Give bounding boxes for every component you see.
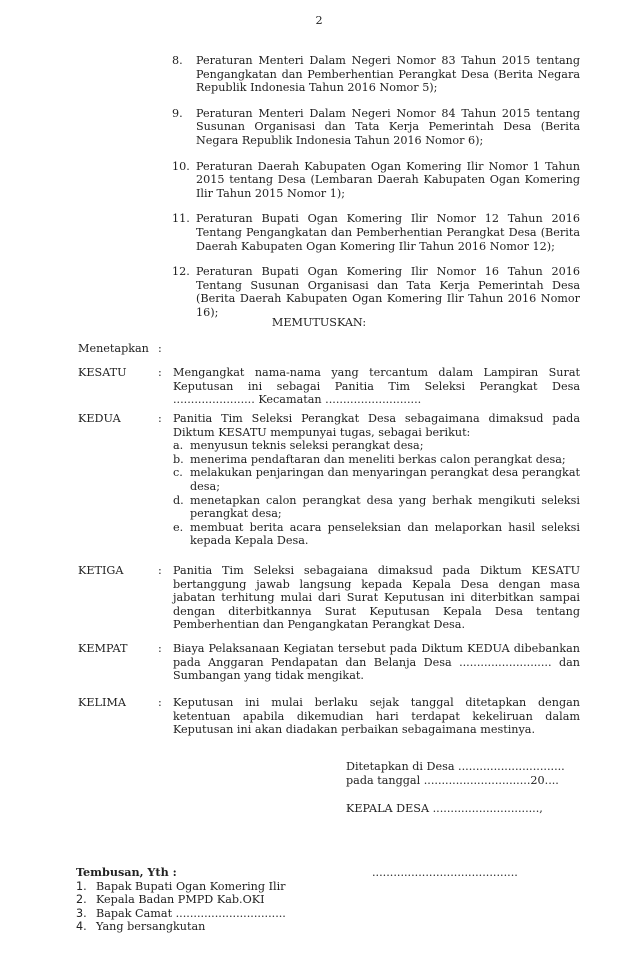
dictum-keempat [78, 642, 580, 683]
task-list [173, 439, 580, 548]
item-text: Peraturan Menteri Dalam Negeri Nomor 83 Tahun 2015 tentang Pengangkatan dan Pemberhentian Perangkat Desa (Berita Negara Republik Indonesia Tahun 2016 Nomor 5); [196, 54, 580, 95]
item-number: 12. [172, 265, 190, 279]
item-number: 9. [172, 106, 183, 120]
signature-title: KEPALA DESA .............................., [346, 802, 543, 815]
tembusan-item: 2. Kepala Badan PMPD Kab.OKI [76, 893, 265, 907]
consideration-item [172, 265, 580, 319]
item-text: Peraturan Daerah Kabupaten Ogan Komering Ilir Nomor 1 Tahun 2015 tentang Desa (Lembaran Daerah Kabupaten Ogan Komering Ilir Tahun 2015 Nomor 1); [196, 159, 580, 200]
tembusan-title: Tembusan, Yth : [76, 865, 177, 879]
dictum-kedua [78, 412, 580, 548]
dictum-text: Biaya Pelaksanaan Kegiatan tersebut pada Diktum KEDUA dibebankan pada Anggaran Pendapatan dan Belanja Desa .......................... dan Sumbangan yang tidak mengikat. [173, 642, 580, 683]
dictum-text: Keputusan ini mulai berlaku sejak tanggal ditetapkan dengan ketentuan apabila dikemudian hari terdapat kekeliruan dalam Keputusan ini akan diadakan perbaikan sebagaimana mestinya. [173, 696, 580, 737]
dictum-text: Panitia Tim Seleksi Perangkat Desa sebagaimana dimaksud pada Diktum KESATU mempunyai tugas, sebagai berikut: [173, 412, 580, 439]
signatory-name: ......................................... [372, 866, 518, 879]
dictum-kesatu [78, 366, 580, 407]
task-item: e. membuat berita acara penseleksian dan melaporkan hasil seleksi kepada Kepala Desa. [173, 520, 580, 548]
dictum-text: Mengangkat nama-nama yang tercantum dalam Lampiran Surat Keputusan ini sebagai Panitia Tim Seleksi Perangkat Desa ....................... Kecamatan ........................... [173, 366, 580, 407]
signature-date: pada tanggal ..............................20.... [346, 774, 559, 787]
colon: : [158, 642, 162, 655]
menetapkan-row [78, 342, 580, 356]
task-item: b. menerima pendaftaran dan meneliti berkas calon perangkat desa; [173, 452, 566, 466]
consideration-item [172, 212, 580, 253]
page-number: 2 [315, 14, 323, 27]
dictum-kelima [78, 696, 580, 737]
tembusan-block [76, 866, 376, 934]
dictum-label: KESATU [78, 366, 127, 379]
task-item: a. menyusun teknis seleksi perangkat desa; [173, 439, 424, 453]
tembusan-item: 3. Bapak Camat ............................... [76, 906, 286, 920]
colon: : [158, 342, 162, 355]
item-number: 10. [172, 159, 190, 173]
dictum-text: Panitia Tim Seleksi sebagaiana dimaksud pada Diktum KESATU bertanggung jawab langsung kepada Kepala Desa dengan masa jabatan terhitung mulai dari Surat Keputusan ini diterbitkan sampai dengan diterbitkannya Surat Keputusan Kepala Desa tentang Pemberhentian dan Pengangkatan Perangkat Desa. [173, 564, 580, 632]
consideration-item [172, 107, 580, 148]
considerations-list [172, 54, 580, 332]
item-number: 8. [172, 54, 183, 67]
tembusan-list [76, 880, 376, 934]
dictum-label: KEMPAT [78, 642, 128, 655]
item-number: 11. [172, 212, 190, 226]
menetapkan-label: Menetapkan [78, 342, 149, 355]
signature-place: Ditetapkan di Desa .............................. [346, 760, 565, 773]
tembusan-item: 4. Yang bersangkutan [76, 920, 206, 934]
consideration-item [172, 160, 580, 201]
colon: : [158, 564, 162, 577]
colon: : [158, 696, 162, 709]
colon: : [158, 412, 162, 425]
dictum-label: KEDUA [78, 412, 121, 425]
item-text: Peraturan Bupati Ogan Komering Ilir Nomor 12 Tahun 2016 Tentang Pengangkatan dan Pemberhentian Perangkat Desa (Berita Daerah Kabupaten Ogan Komering Ilir Tahun 2016 Nomor 12); [196, 212, 580, 253]
dictum-label: KETIGA [78, 564, 124, 577]
item-text: Peraturan Menteri Dalam Negeri Nomor 84 Tahun 2015 tentang Susunan Organisasi dan Tata Kerja Pemerintah Desa (Berita Negara Republik Indonesia Tahun 2016 Nomor 6); [196, 106, 580, 147]
colon: : [158, 366, 162, 379]
item-text: Peraturan Bupati Ogan Komering Ilir Nomor 16 Tahun 2016 Tentang Susunan Organisasi dan Tata Kerja Pemerintah Desa (Berita Daerah Kabupaten Ogan Komering Ilir Tahun 2016 Nomor 16); [196, 265, 580, 319]
dictum-label: KELIMA [78, 696, 126, 709]
task-item: d. menetapkan calon perangkat desa yang berhak mengikuti seleksi perangkat desa; [173, 493, 580, 521]
task-item: c. melakukan penjaringan dan menyaringan perangkat desa perangkat desa; [173, 466, 580, 493]
decision-heading: MEMUTUSKAN: [271, 316, 367, 329]
consideration-item [172, 54, 580, 95]
tembusan-item: 1. Bapak Bupati Ogan Komering Ilir [76, 879, 286, 893]
dictum-ketiga [78, 564, 580, 632]
